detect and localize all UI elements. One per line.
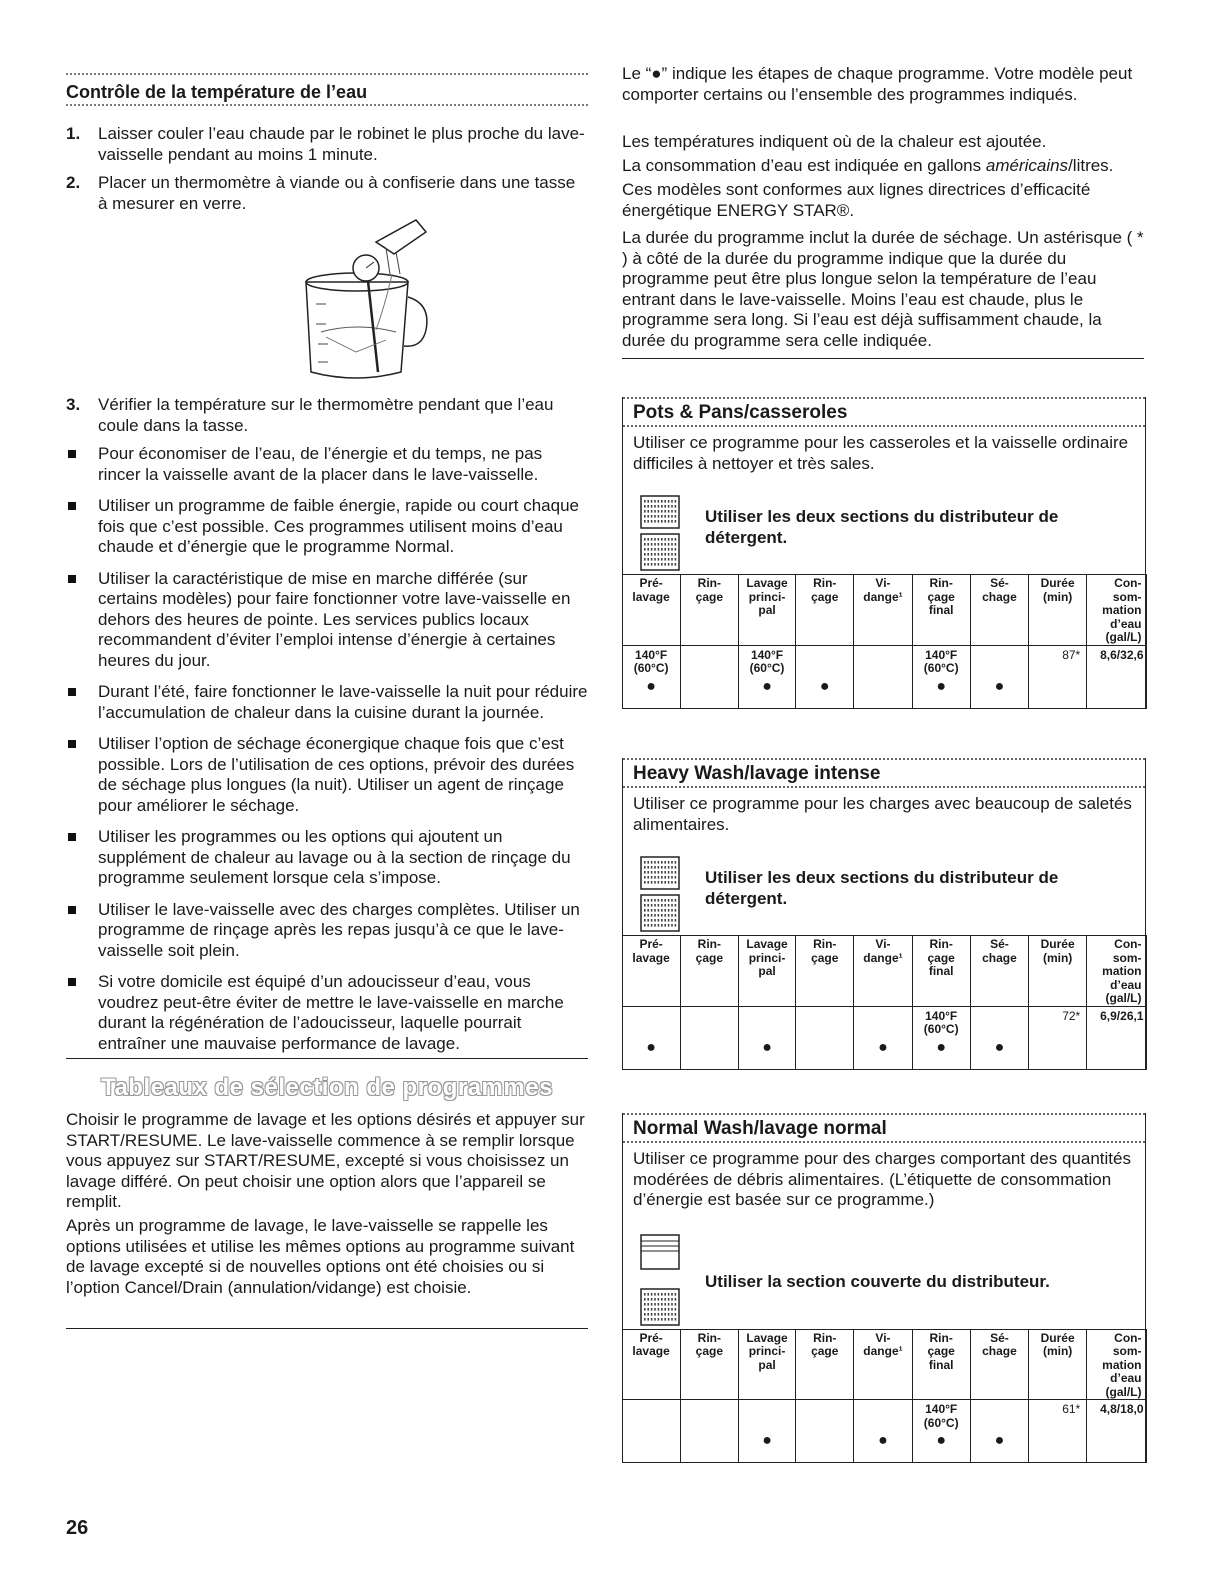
table-cell: [1087, 645, 1146, 708]
program-table: [622, 574, 1147, 709]
section-title: Contrôle de la température de l’eau: [66, 82, 368, 102]
step-dot: ●: [762, 1038, 772, 1056]
divider: [66, 104, 588, 106]
step-dot: ●: [819, 677, 830, 695]
column-header: Con- som- mation d’eau (gal/L): [1087, 936, 1146, 1007]
divider: [66, 1058, 588, 1059]
table-cell: [738, 1400, 795, 1463]
column-header: Rin- çage: [680, 936, 738, 1007]
column-header: Rin- çage final: [912, 1329, 970, 1400]
list-item: 1. Laisser couler l’eau chaude par le robinet le plus proche du lave-vaisselle pendant au moins 1 minute.: [66, 124, 585, 164]
step-dot: ●: [762, 1432, 772, 1449]
temperature: 140°F (60°C): [923, 1402, 959, 1430]
step-dot: ●: [646, 1038, 656, 1056]
temperature: 140°F (60°C): [633, 647, 669, 675]
column-header: Con- som- mation d’eau (gal/L): [1087, 1329, 1146, 1400]
table-cell: [854, 1400, 912, 1463]
temperature: 140°F (60°C): [923, 1008, 959, 1036]
dispenser-instruction: Utiliser les deux sections du distributeur de détergent.: [705, 868, 1059, 908]
column-header: Rin- çage: [796, 1329, 854, 1400]
column-header: Durée (min): [1029, 575, 1087, 646]
water-consumption: 6,9/26,1: [1100, 1008, 1144, 1023]
step-dot: ●: [878, 1038, 888, 1056]
temperature: [739, 1400, 795, 1403]
table-row: [622, 1400, 1146, 1463]
step-dot: ●: [936, 677, 947, 695]
dispenser-row: [623, 855, 1145, 935]
program-description: Utiliser ce programme pour des charges comportant des quantités modérées de débris alimentaires. (L’étiquette de consommation d’énergie est basée sur ce programme.): [633, 1149, 1131, 1209]
temperature: 140°F (60°C): [749, 647, 785, 675]
program-title: Heavy Wash/lavage intense: [623, 758, 1145, 788]
table-row: [622, 645, 1146, 708]
column-header: Pré- lavage: [622, 1329, 680, 1400]
step-dot: ●: [994, 1432, 1005, 1449]
temperature: [854, 1400, 911, 1403]
table-cell: [970, 645, 1028, 708]
list-item: Utiliser un programme de faible énergie, rapide ou court chaque fois que c’est possible. Ces programmes utilisent moins d’eau chaude et d’énergie que le programme Normal.: [66, 496, 588, 558]
step-dot: ●: [762, 677, 772, 695]
column-header: Durée (min): [1029, 936, 1087, 1007]
duration: 87*: [1062, 647, 1081, 662]
table-cell: [1087, 1400, 1146, 1463]
temperature: [796, 1400, 853, 1403]
program-box: [622, 1113, 1146, 1463]
list-item: 2. Placer un thermomètre à viande ou à confiserie dans une tasse à mesurer en verre.: [66, 173, 576, 213]
table-cell: [680, 1400, 738, 1463]
column-header: Durée (min): [1029, 1329, 1087, 1400]
table-cell: [680, 1006, 738, 1069]
section-title: Tableaux de sélection de programmes: [101, 1074, 553, 1101]
table-row: [622, 1006, 1146, 1069]
page-number: 26: [66, 1517, 89, 1539]
step-dot: ●: [878, 1432, 888, 1449]
water-consumption: 8,6/32,6: [1100, 647, 1144, 662]
step-dot: ●: [994, 677, 1005, 695]
divider: [66, 73, 588, 75]
dispenser-instruction: Utiliser les deux sections du distributeur de détergent.: [705, 507, 1059, 547]
paragraph: Après un programme de lavage, le lave-vaisselle se rappelle les options utilisées et utilise les mêmes options au programme suivant de lavage excepté si de nouvelles options ont été choisies ou si l’option Cancel/Drain (annulation/vidange) est choisie.: [66, 1216, 575, 1297]
table-cell: [622, 1400, 680, 1463]
column-header: Vi- dange¹: [854, 936, 912, 1007]
column-header: Pré- lavage: [622, 575, 680, 646]
temperature: [796, 646, 853, 649]
paragraph: La durée du programme inclut la durée de séchage. Un astérisque ( * ) à côté de la durée du programme indique que la durée du programme peut être plus longue selon la température de l’eau entrant dans le lave-vaisselle. Moins l’eau est chaude, plus le programme sera long. Si l’eau est déjà suffisamment chaude, la durée du programme sera celle indiquée.: [622, 228, 1144, 350]
program-description: Utiliser ce programme pour les charges avec beaucoup de saletés alimentaires.: [633, 794, 1132, 834]
detergent-dispenser-icon: [639, 1233, 683, 1329]
column-header: Sé- chage: [970, 936, 1028, 1007]
tips-list: [66, 444, 588, 1065]
column-header: Rin- çage final: [912, 936, 970, 1007]
table-cell: [1029, 645, 1087, 708]
table-cell: [738, 645, 795, 708]
duration: 72*: [1062, 1008, 1081, 1023]
temperature: [623, 1400, 680, 1403]
divider: [622, 358, 1144, 359]
table-cell: [912, 1006, 970, 1069]
temperature: [854, 646, 911, 649]
table-cell: [796, 1006, 854, 1069]
column-header: Rin- çage: [796, 575, 854, 646]
table-cell: [738, 1006, 795, 1069]
column-header: Lavage princi- pal: [738, 575, 795, 646]
table-cell: [854, 645, 912, 708]
paragraph: Les températures indiquent où de la chaleur est ajoutée.: [622, 132, 1047, 151]
paragraph: La consommation d’eau est indiquée en gallons américains/litres.: [622, 156, 1114, 175]
column-header: Rin- çage: [796, 936, 854, 1007]
steps-list: [66, 395, 588, 444]
column-header: Vi- dange¹: [854, 575, 912, 646]
temperature: [623, 1007, 680, 1010]
program-box: [622, 397, 1146, 709]
program-description: Utiliser ce programme pour les casseroles et la vaisselle ordinaire difficiles à nettoyer et très sales.: [633, 433, 1129, 473]
column-header: Pré- lavage: [622, 936, 680, 1007]
detergent-dispenser-icon: [639, 494, 683, 572]
temperature: [681, 646, 738, 649]
temperature: [681, 1400, 738, 1403]
column-header: Rin- çage: [680, 1329, 738, 1400]
list-item: Utiliser le lave-vaisselle avec des charges complètes. Utiliser un programme de rinçage après les repas jusqu’à ce que le lave-vaisselle soit plein.: [66, 900, 588, 962]
paragraph: Le “●” indique les étapes de chaque programme. Votre modèle peut comporter certains ou l’ensemble des programmes indiqués.: [622, 64, 1133, 104]
program-table: [622, 1329, 1147, 1464]
temperature: [971, 1400, 1028, 1403]
water-consumption: 4,8/18,0: [1100, 1402, 1144, 1416]
program-title: Normal Wash/lavage normal: [623, 1113, 1145, 1143]
temperature: [796, 1007, 853, 1010]
duration: 61*: [1062, 1402, 1081, 1416]
list-item: Utiliser l’option de séchage éconergique chaque fois que c’est possible. Lors de l’utilisation de ces options, prévoir des durées de séchage plus longues (la nuit). Utiliser un agent de rinçage pour améliorer le séchage.: [66, 734, 588, 816]
list-item: Pour économiser de l’eau, de l’énergie et du temps, ne pas rincer la vaisselle avant de la placer dans le lave-vaisselle.: [66, 444, 588, 485]
table-cell: [680, 645, 738, 708]
program-table: [622, 935, 1147, 1070]
table-cell: [622, 645, 680, 708]
table-cell: [796, 1400, 854, 1463]
divider: [66, 1328, 588, 1329]
table-cell: [854, 1006, 912, 1069]
column-header: Vi- dange¹: [854, 1329, 912, 1400]
temperature: [681, 1007, 738, 1010]
table-cell: [970, 1400, 1028, 1463]
list-item: Durant l’été, faire fonctionner le lave-vaisselle la nuit pour réduire l’accumulation de chaleur dans la cuisine durant la journée.: [66, 682, 588, 723]
list-item: Utiliser la caractéristique de mise en marche différée (sur certains modèles) pour faire fonctionner votre lave-vaisselle en dehors des heures de pointe. Les services publics locaux recommandent d’éviter l’emploi intense d’énergie à certaines heures du jour.: [66, 569, 588, 672]
step-dot: ●: [646, 677, 656, 695]
column-header: Sé- chage: [970, 575, 1028, 646]
dispenser-instruction: Utiliser la section couverte du distributeur.: [705, 1271, 1050, 1291]
list-item: Si votre domicile est équipé d’un adoucisseur d’eau, vous voudrez peut-être éviter de mettre le lave-vaisselle en marche durant la régénération de l’adoucisseur, laquelle pourrait entraîner une mauvaise performance de lavage.: [66, 972, 588, 1054]
column-header: Rin- çage final: [912, 575, 970, 646]
steps-list: [66, 124, 588, 222]
column-header: Sé- chage: [970, 1329, 1028, 1400]
table-cell: [970, 1006, 1028, 1069]
program-box: [622, 758, 1146, 1070]
step-dot: ●: [994, 1038, 1005, 1056]
table-header-row: [622, 1329, 1146, 1400]
temperature: 140°F (60°C): [923, 647, 959, 675]
thermometer-cup-illustration: [266, 212, 446, 387]
dispenser-row: [623, 1233, 1145, 1329]
column-header: Rin- çage: [680, 575, 738, 646]
column-header: Lavage princi- pal: [738, 1329, 795, 1400]
detergent-dispenser-icon: [639, 855, 683, 933]
table-cell: [622, 1006, 680, 1069]
paragraph: Ces modèles sont conformes aux lignes directrices d’efficacité énergétique ENERGY STAR®.: [622, 180, 1091, 220]
program-title: Pots & Pans/casseroles: [623, 397, 1145, 427]
temperature: [739, 1007, 795, 1010]
table-header-row: [622, 936, 1146, 1007]
step-dot: ●: [936, 1432, 947, 1449]
list-item: Utiliser les programmes ou les options qui ajoutent un supplément de chaleur au lavage ou à la section de rinçage du programme seulement lorsque cela s’impose.: [66, 827, 588, 889]
table-cell: [912, 1400, 970, 1463]
column-header: Con- som- mation d’eau (gal/L): [1087, 575, 1146, 646]
table-header-row: [622, 575, 1146, 646]
list-item: 3. Vérifier la température sur le thermomètre pendant que l’eau coule dans la tasse.: [66, 395, 554, 435]
paragraph: Choisir le programme de lavage et les options désirés et appuyer sur START/RESUME. Le lave-vaisselle commence à se remplir lorsque vous appuyez sur START/RESUME, excepté si vous choisissez un lavage différé. On peut choisir une option alors que l’appareil se remplit.: [66, 1110, 585, 1211]
table-cell: [1029, 1006, 1087, 1069]
table-cell: [912, 645, 970, 708]
table-cell: [1087, 1006, 1146, 1069]
table-cell: [796, 645, 854, 708]
temperature: [971, 646, 1028, 649]
table-cell: [1029, 1400, 1087, 1463]
temperature: [854, 1007, 911, 1010]
step-dot: ●: [936, 1038, 947, 1056]
column-header: Lavage princi- pal: [738, 936, 795, 1007]
temperature: [971, 1007, 1028, 1010]
dispenser-row: [623, 494, 1145, 574]
